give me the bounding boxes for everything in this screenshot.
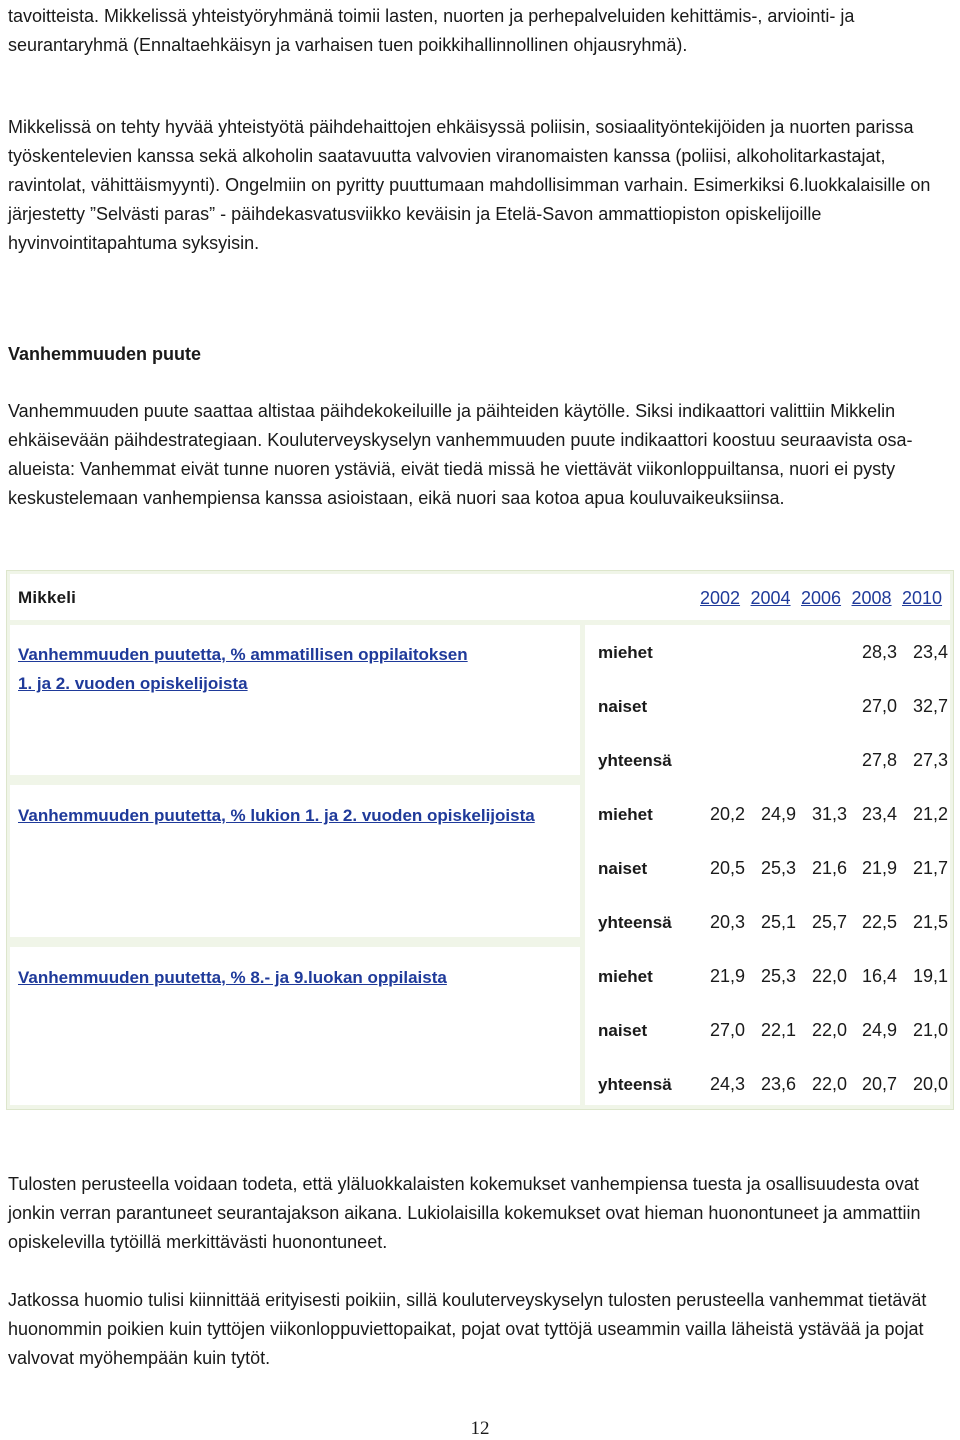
group-label-comprehensive: Vanhemmuuden puutetta, % 8.- ja 9.luokan oppilaista <box>18 968 447 987</box>
row-label: miehet <box>598 643 653 662</box>
table-cell: 23,4 <box>861 804 897 824</box>
paragraph-future: Jatkossa huomio tulisi kiinnittää erityisesti poikiin, sillä kouluterveyskyselyn tulosten perusteella vanhemmat tietävät huonommin poikien kuin tyttöjen viikonloppuviettopaikat, pojat ovat tyttöjä useammin vailla läheistä ystävää ja pojat valvovat myöhempään kuin tytöt. <box>8 1290 927 1368</box>
year-header: 2010 <box>902 588 943 608</box>
table-cell: 31,3 <box>811 804 847 824</box>
table-cell: 25,3 <box>760 858 796 878</box>
table-cell: 22,0 <box>811 1074 847 1094</box>
table-cell: 21,5 <box>912 912 948 932</box>
year-header: 2006 <box>801 588 842 608</box>
table-cell: 25,3 <box>760 966 796 986</box>
row-label: naiset <box>598 1021 648 1040</box>
table-cell: 25,7 <box>811 912 847 932</box>
table-cell: 16,4 <box>861 966 897 986</box>
paragraph-parenting: Vanhemmuuden puute saattaa altistaa päihdekokeiluille ja päihteiden käytölle. Siksi indikaattori valittiin Mikkelin ehkäisevään päihdestrategiaan. Kouluterveyskyselyn vanhemmuuden puute indikaattori koostuu seuraavista osa-alueista: Vanhemmat eivät tunne nuoren ystäviä, eivät tiedä missä he viettävät viikonloppuiltansa, nuori ei pysty keskustelemaan vanhempiensa kanssa asioistaan, eikä nuori saa kotoa apua kouluvaikeuksiinsa. <box>8 401 913 508</box>
page-number: 12 <box>470 1418 490 1439</box>
table-cell: 20,2 <box>709 804 745 824</box>
row-label: yhteensä <box>598 913 672 932</box>
paragraph-cooperation: Mikkelissä on tehty hyvää yhteistyötä päihdehaittojen ehkäisyssä poliisin, sosiaalityöntekijöiden ja nuorten parissa työskentelevien kanssa sekä alkoholin saatavuutta valvovien viranomaisten kanssa (poliisi, alkoholitarkastajat, ravintolat, vähittäismyynti). Ongelmiin on pyritty puuttumaan mahdollisimman varhain. Esimerkiksi 6.luokkalaisille on järjestetty ”Selvästi paras” - päihdekasvatusviikko keväisin ja Etelä-Savon ammattiopiston opiskelijoille hyvinvointitapahtuma syksyisin. <box>8 117 931 253</box>
table-cell: 19,1 <box>912 966 948 986</box>
table-cell: 21,0 <box>912 1020 948 1040</box>
table-cell: 25,1 <box>760 912 796 932</box>
table-cell: 24,9 <box>861 1020 897 1040</box>
table-cell: 21,6 <box>811 858 847 878</box>
table-cell: 27,0 <box>709 1020 745 1040</box>
table-cell: 20,5 <box>709 858 745 878</box>
row-label: miehet <box>598 967 653 986</box>
year-header-row <box>700 588 953 609</box>
paragraph-results: Tulosten perusteella voidaan todeta, että yläluokkalaisten kokemukset vanhempiensa tuesta ja osallisuudesta ovat jonkin verran parantuneet seurantajakson aikana. Lukiolaisilla kokemukset ovat hieman huonontuneet ja ammattiin opiskelevilla tytöillä merkittävästi huonontuneet. <box>8 1174 921 1252</box>
year-header: 2008 <box>851 588 892 608</box>
table-cell: 27,8 <box>861 750 897 770</box>
table-cell: 32,7 <box>912 696 948 716</box>
year-header: 2004 <box>750 588 791 608</box>
group-label-upper-secondary: Vanhemmuuden puutetta, % lukion 1. ja 2. vuoden opiskelijoista <box>18 806 535 825</box>
table-cell: 21,2 <box>912 804 948 824</box>
group-label-vocational: Vanhemmuuden puutetta, % ammatillisen oppilaitoksen 1. ja 2. vuoden opiskelijoista <box>18 645 468 693</box>
table-cell: 22,0 <box>811 1020 847 1040</box>
section-heading: Vanhemmuuden puute <box>8 344 202 364</box>
table-cell: 24,3 <box>709 1074 745 1094</box>
table-cell: 23,6 <box>760 1074 796 1094</box>
row-label: yhteensä <box>598 1075 672 1094</box>
table-cell: 24,9 <box>760 804 796 824</box>
table-cell: 21,7 <box>912 858 948 878</box>
table-cell: 28,3 <box>861 642 897 662</box>
row-label: naiset <box>598 859 648 878</box>
table-cell: 22,0 <box>811 966 847 986</box>
table-cell: 27,0 <box>861 696 897 716</box>
table-cell: 21,9 <box>709 966 745 986</box>
row-label: miehet <box>598 805 653 824</box>
paragraph-intro: tavoitteista. Mikkelissä yhteistyöryhmänä toimii lasten, nuorten ja perhepalveluiden kehittämis-, arviointi- ja seurantaryhmä (Ennaltaehkäisyn ja varhaisen tuen poikkihallinnollinen ohjausryhmä). <box>8 6 855 55</box>
table-cell: 22,1 <box>760 1020 796 1040</box>
table-cell: 20,3 <box>709 912 745 932</box>
year-header: 2002 <box>700 588 741 608</box>
table-title: Mikkeli <box>18 588 77 607</box>
table-cell: 20,7 <box>861 1074 897 1094</box>
table-cell: 22,5 <box>861 912 897 932</box>
row-label: naiset <box>598 697 648 716</box>
table-cell: 20,0 <box>912 1074 948 1094</box>
row-label: yhteensä <box>598 751 672 770</box>
table-cell: 23,4 <box>912 642 948 662</box>
table-cell: 27,3 <box>912 750 948 770</box>
table-cell: 21,9 <box>861 858 897 878</box>
